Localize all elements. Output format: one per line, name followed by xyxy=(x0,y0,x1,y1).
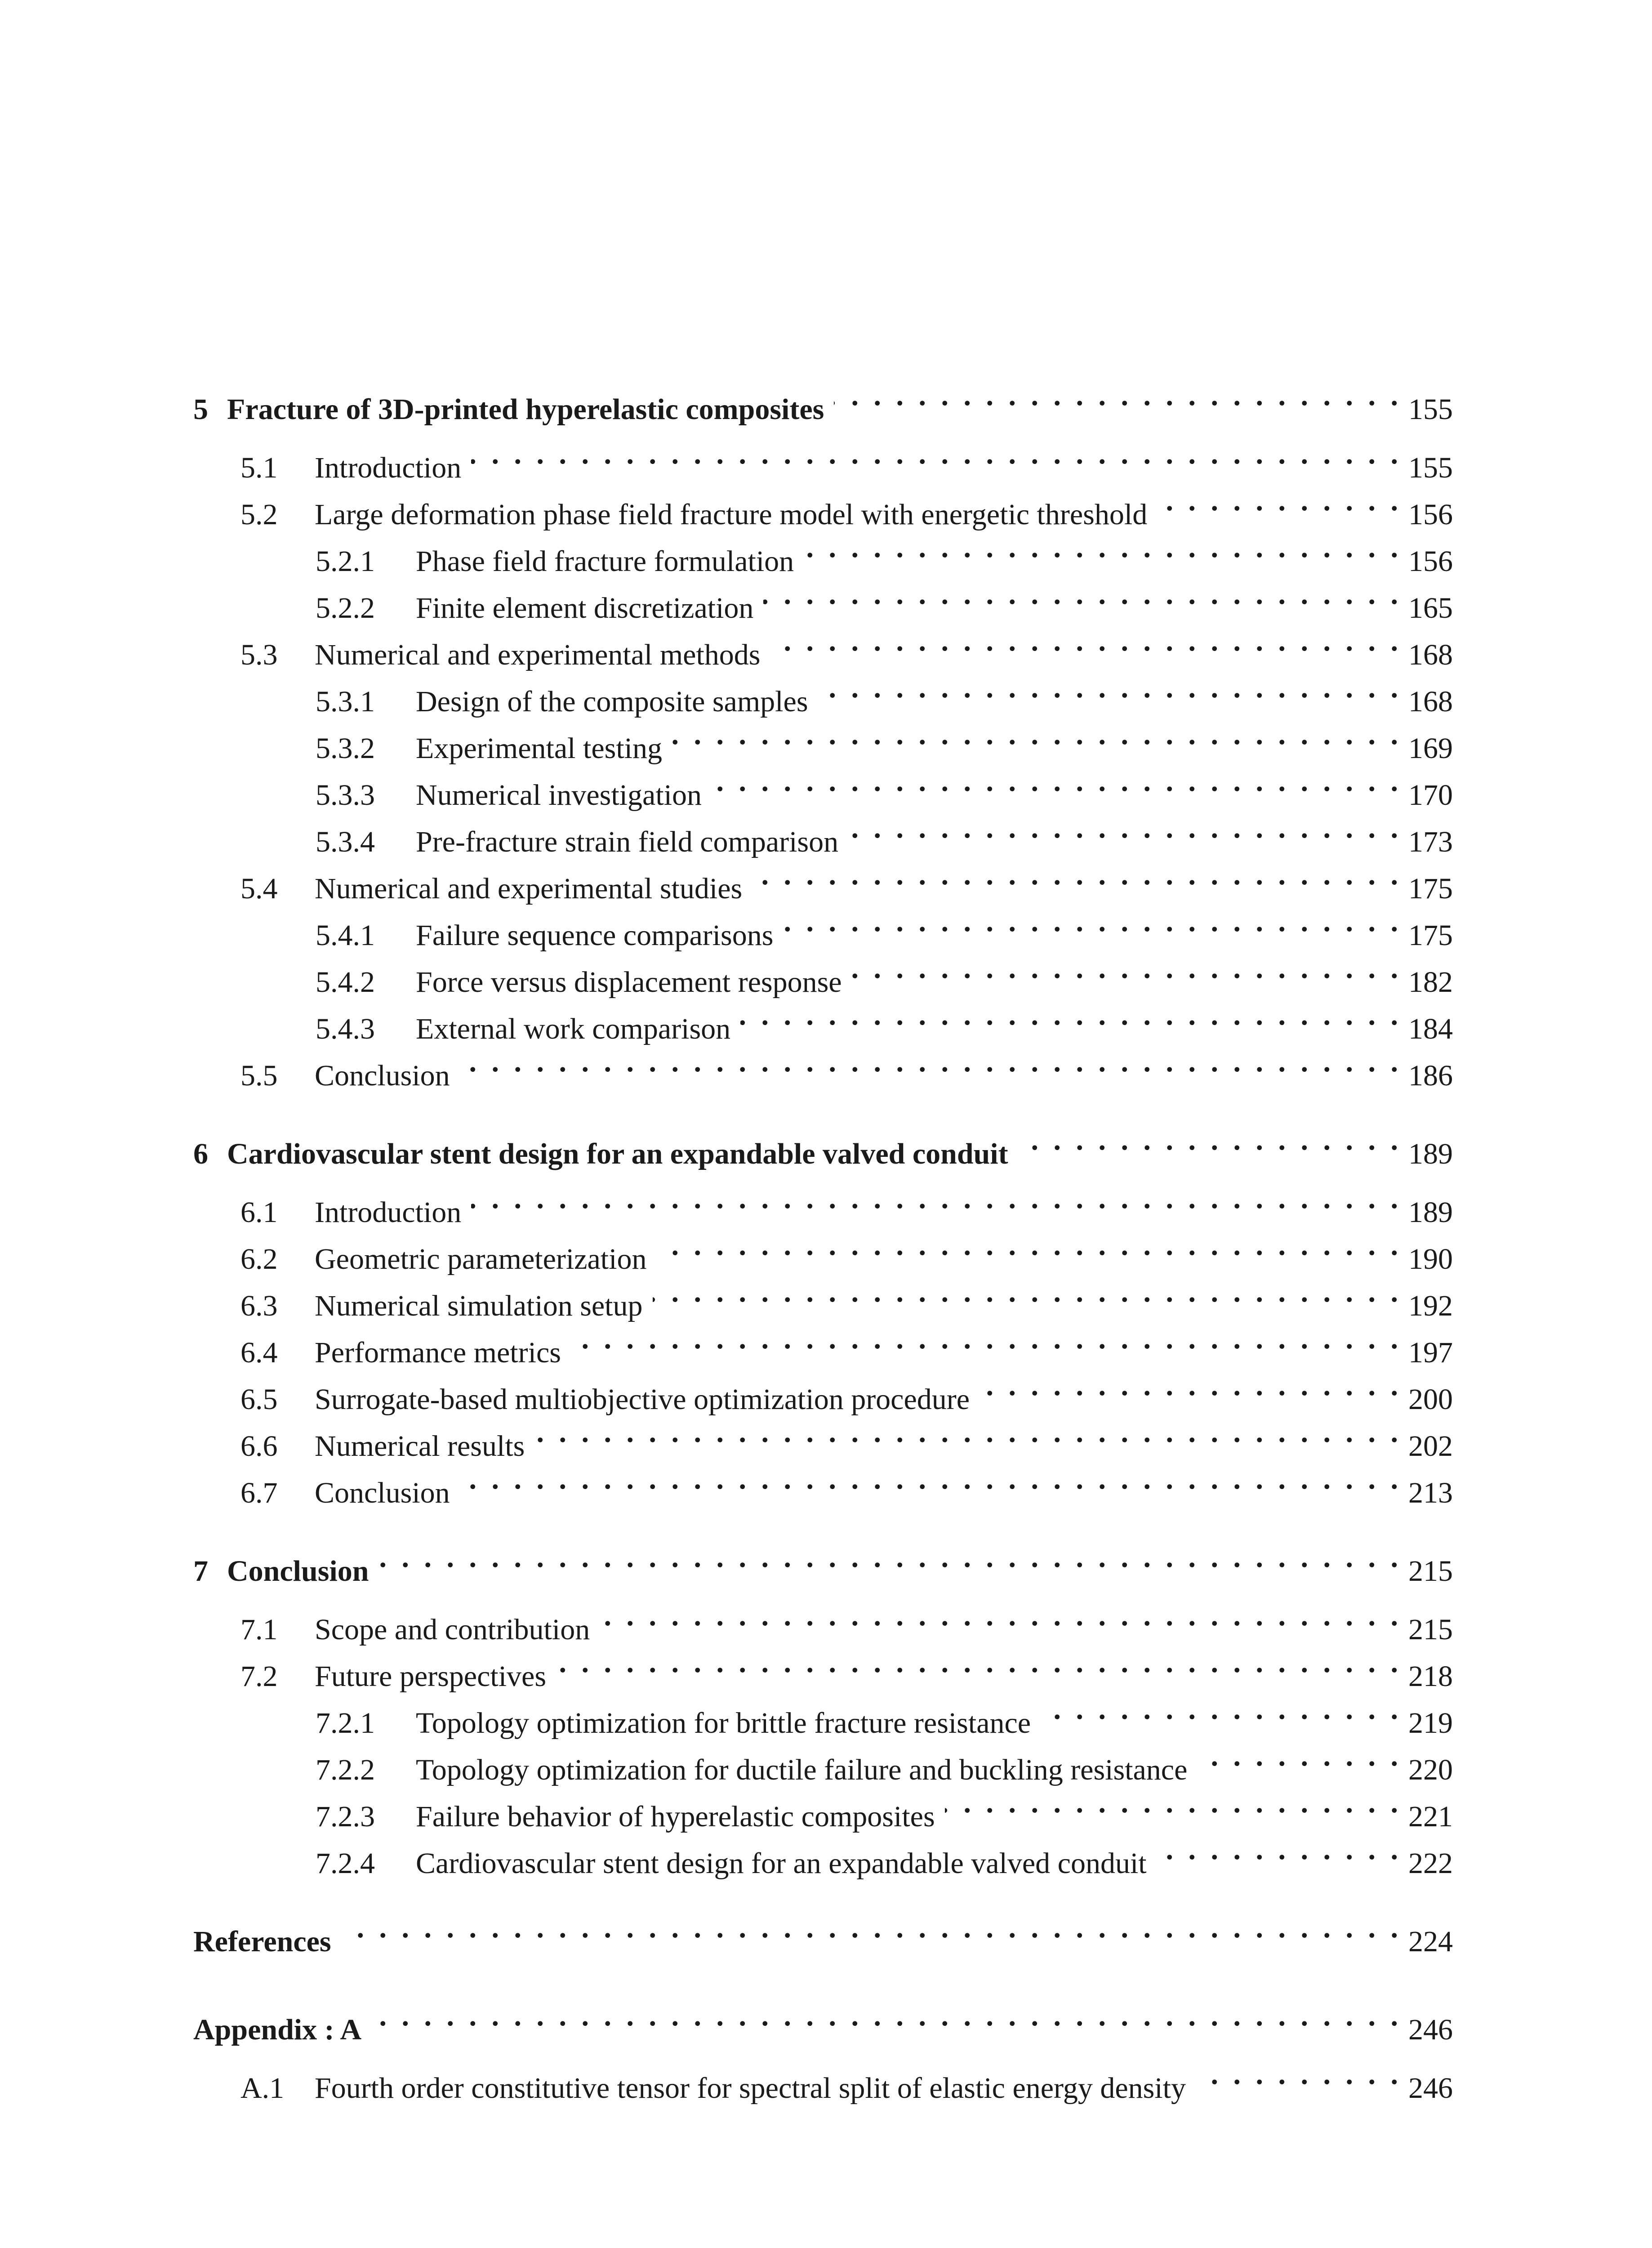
dot-leader xyxy=(471,1175,1398,1222)
dot-leader xyxy=(371,1993,1398,2039)
dot-leader xyxy=(980,1362,1398,1409)
subsection-title: Numerical investigation xyxy=(416,779,702,812)
section-number: 6.2 xyxy=(240,1243,278,1276)
page-number: 169 xyxy=(1408,732,1453,765)
subsection-title: Experimental testing xyxy=(416,732,663,765)
section-number: 5.3 xyxy=(240,638,278,671)
subsection-title: Cardiovascular stent design for an expandable valved conduit xyxy=(416,1847,1147,1880)
subsection-number: 5.2.1 xyxy=(316,545,375,578)
subsection-number: 7.2.1 xyxy=(316,1707,375,1740)
subsection-number: 7.2.3 xyxy=(316,1800,375,1833)
subsection-title: Phase field fracture formulation xyxy=(416,545,794,578)
section-number: 6.5 xyxy=(240,1383,278,1416)
toc-section-5-1[interactable] xyxy=(193,431,1453,484)
dot-leader xyxy=(460,1456,1398,1503)
dot-leader xyxy=(945,1780,1398,1826)
dot-leader xyxy=(752,852,1398,898)
page-number: 155 xyxy=(1408,451,1453,484)
dot-leader xyxy=(653,1269,1398,1316)
page-number: 184 xyxy=(1408,1012,1453,1045)
section-number: 7.1 xyxy=(240,1613,278,1646)
chapter-number: 6 xyxy=(193,1137,208,1170)
toc-chapter-7[interactable] xyxy=(193,1534,1453,1588)
dot-leader xyxy=(1157,1826,1398,1873)
section-number: 5.2 xyxy=(240,498,278,531)
page-number: 182 xyxy=(1408,966,1453,999)
subsection-number: 5.4.3 xyxy=(316,1012,375,1045)
page-number: 202 xyxy=(1408,1430,1453,1463)
dot-leader xyxy=(740,992,1398,1039)
subsection-number: 5.3.1 xyxy=(316,685,375,718)
dot-leader xyxy=(1041,1686,1398,1733)
dot-leader xyxy=(1157,477,1398,524)
references-title: References xyxy=(193,1925,331,1958)
page-number: 192 xyxy=(1408,1289,1453,1322)
section-title: Performance metrics xyxy=(315,1336,561,1369)
page-number: 173 xyxy=(1408,825,1453,858)
section-number: 6.3 xyxy=(240,1289,278,1322)
section-title: Introduction xyxy=(315,451,462,484)
dot-leader xyxy=(852,945,1398,992)
page-number: 165 xyxy=(1408,592,1453,624)
page-number: 215 xyxy=(1408,1613,1453,1646)
dot-leader xyxy=(712,758,1398,805)
page-number: 156 xyxy=(1408,498,1453,531)
dot-leader xyxy=(804,524,1398,571)
page-number: 224 xyxy=(1408,1925,1453,1958)
dot-leader xyxy=(672,711,1398,758)
appendix-title: Appendix : A xyxy=(193,2013,362,2046)
dot-leader xyxy=(834,372,1398,419)
page-number: 168 xyxy=(1408,685,1453,718)
page-number: 156 xyxy=(1408,545,1453,578)
page-number: 168 xyxy=(1408,638,1453,671)
section-title: Numerical and experimental methods xyxy=(315,638,761,671)
page-number: 175 xyxy=(1408,919,1453,952)
subsection-number: 7.2.2 xyxy=(316,1753,375,1786)
subsection-title: Topology optimization for ductile failure and buckling resistance xyxy=(416,1753,1188,1786)
dot-leader xyxy=(848,805,1398,852)
subsection-number: 5.4.1 xyxy=(316,919,375,952)
section-title: Numerical simulation setup xyxy=(315,1289,643,1322)
subsection-number: 5.2.2 xyxy=(316,592,375,624)
section-number: 7.2 xyxy=(240,1660,278,1693)
subsection-number: 5.3.4 xyxy=(316,825,375,858)
section-number: A.1 xyxy=(240,2072,285,2105)
dot-leader xyxy=(1197,1733,1398,1780)
dot-leader xyxy=(818,665,1398,711)
section-number: 5.4 xyxy=(240,872,278,905)
dot-leader xyxy=(1018,1117,1398,1164)
page-number: 190 xyxy=(1408,1243,1453,1276)
dot-leader xyxy=(534,1409,1398,1456)
subsection-number: 5.3.2 xyxy=(316,732,375,765)
dot-leader xyxy=(770,618,1398,665)
subsection-number: 7.2.4 xyxy=(316,1847,375,1880)
subsection-number: 5.3.3 xyxy=(316,779,375,812)
dot-leader xyxy=(763,571,1398,618)
section-title: Introduction xyxy=(315,1196,462,1229)
toc-section-6-1[interactable] xyxy=(193,1175,1453,1229)
section-title: Conclusion xyxy=(315,1476,450,1509)
toc-chapter-6[interactable] xyxy=(193,1117,1453,1170)
section-title: Geometric parameterization xyxy=(315,1243,647,1276)
toc-section-7-1[interactable] xyxy=(193,1592,1453,1646)
page-number: 215 xyxy=(1408,1555,1453,1588)
dot-leader xyxy=(1196,2051,1398,2098)
subsection-title: Failure sequence comparisons xyxy=(416,919,774,952)
page-number: 220 xyxy=(1408,1753,1453,1786)
page-number: 170 xyxy=(1408,779,1453,812)
toc-section-a-1[interactable] xyxy=(193,2051,1453,2105)
page-number: 218 xyxy=(1408,1660,1453,1693)
dot-leader xyxy=(341,1905,1398,1951)
dot-leader xyxy=(556,1639,1398,1686)
page-number: 197 xyxy=(1408,1336,1453,1369)
page-number: 189 xyxy=(1408,1137,1453,1170)
section-title: Scope and contribution xyxy=(315,1613,590,1646)
dot-leader xyxy=(460,1039,1398,1085)
dot-leader xyxy=(378,1534,1398,1581)
dot-leader xyxy=(571,1316,1398,1362)
subsection-title: Failure behavior of hyperelastic composites xyxy=(416,1800,935,1833)
dot-leader xyxy=(471,431,1398,477)
page-number: 175 xyxy=(1408,872,1453,905)
table-of-contents xyxy=(193,372,1453,2105)
section-title: Large deformation phase field fracture model with energetic threshold xyxy=(315,498,1148,531)
page-number: 246 xyxy=(1408,2013,1453,2046)
dot-leader xyxy=(600,1592,1398,1639)
page-number: 213 xyxy=(1408,1476,1453,1509)
chapter-number: 7 xyxy=(193,1555,208,1588)
subsection-title: Force versus displacement response xyxy=(416,966,842,999)
chapter-title: Conclusion xyxy=(227,1555,369,1588)
chapter-number: 5 xyxy=(193,393,208,426)
subsection-title: Topology optimization for brittle fracture resistance xyxy=(416,1707,1031,1740)
page-number: 155 xyxy=(1408,393,1453,426)
section-number: 6.4 xyxy=(240,1336,278,1369)
section-number: 6.6 xyxy=(240,1430,278,1463)
section-title: Conclusion xyxy=(315,1059,450,1092)
dot-leader xyxy=(656,1222,1398,1269)
section-title: Future perspectives xyxy=(315,1660,547,1693)
section-title: Fourth order constitutive tensor for spectral split of elastic energy density xyxy=(315,2072,1186,2105)
page-number: 200 xyxy=(1408,1383,1453,1416)
subsection-title: External work comparison xyxy=(416,1012,731,1045)
page-number: 246 xyxy=(1408,2072,1453,2105)
dot-leader xyxy=(783,898,1398,945)
page-number: 219 xyxy=(1408,1707,1453,1740)
page-number: 221 xyxy=(1408,1800,1453,1833)
subsection-title: Pre-fracture strain field comparison xyxy=(416,825,839,858)
section-title: Numerical results xyxy=(315,1430,525,1463)
chapter-title: Fracture of 3D-printed hyperelastic composites xyxy=(227,393,824,426)
toc-appendix-a[interactable] xyxy=(193,1993,1453,2046)
section-number: 5.1 xyxy=(240,451,278,484)
section-number: 6.7 xyxy=(240,1476,278,1509)
subsection-title: Finite element discretization xyxy=(416,592,754,624)
section-number: 6.1 xyxy=(240,1196,278,1229)
subsection-number: 5.4.2 xyxy=(316,966,375,999)
toc-references[interactable] xyxy=(193,1905,1453,1958)
toc-chapter-5[interactable] xyxy=(193,372,1453,426)
section-title: Numerical and experimental studies xyxy=(315,872,743,905)
page-number: 189 xyxy=(1408,1196,1453,1229)
section-title: Surrogate-based multiobjective optimization procedure xyxy=(315,1383,970,1416)
subsection-title: Design of the composite samples xyxy=(416,685,808,718)
page-number: 186 xyxy=(1408,1059,1453,1092)
section-number: 5.5 xyxy=(240,1059,278,1092)
chapter-title: Cardiovascular stent design for an expandable valved conduit xyxy=(227,1137,1008,1170)
page-number: 222 xyxy=(1408,1847,1453,1880)
